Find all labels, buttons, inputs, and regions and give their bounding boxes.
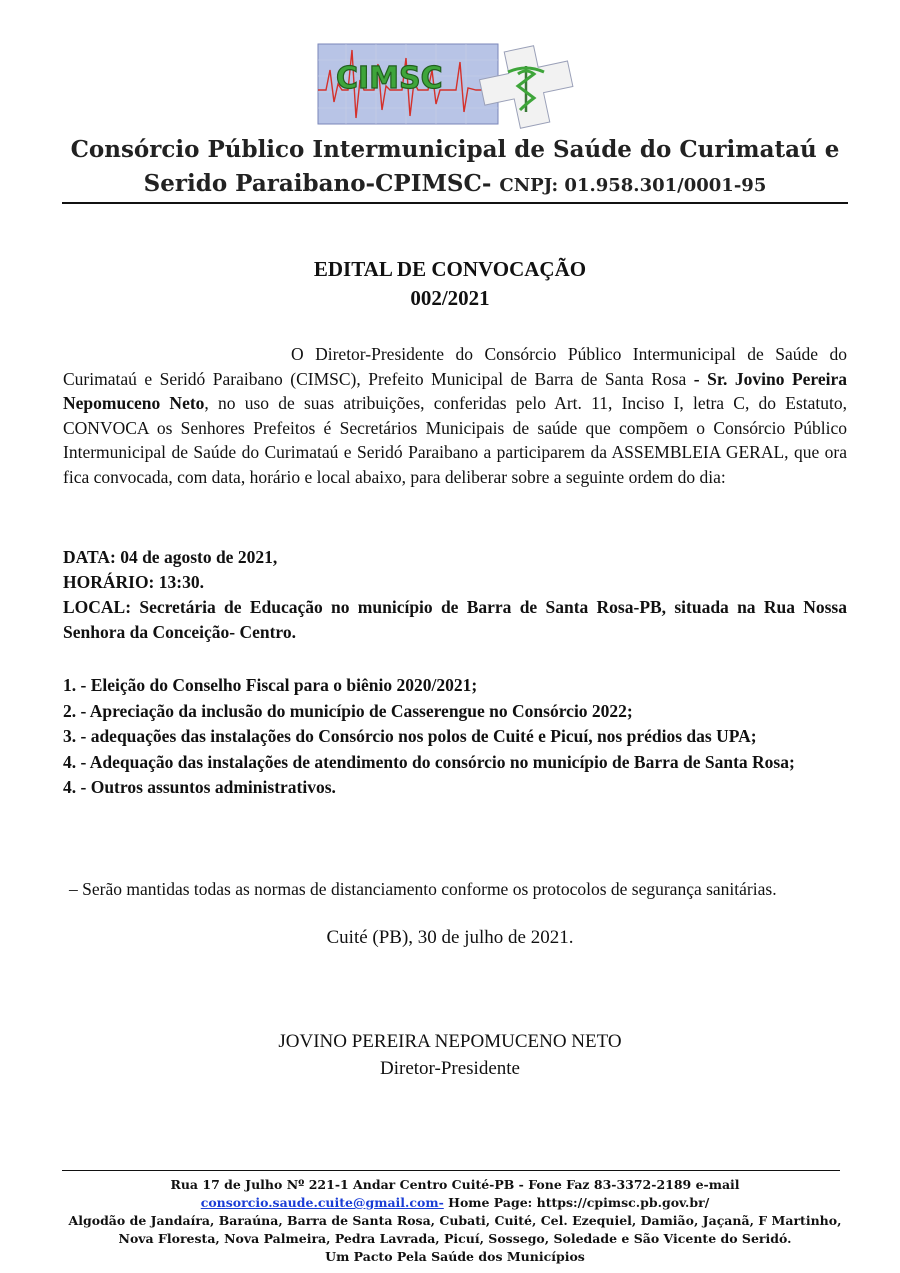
footer-contact [40,1194,870,1212]
logo-text: CIMSC [336,61,443,96]
org-name-line2 [60,170,850,197]
document-title: EDITAL DE CONVOCAÇÃO [313,257,587,281]
homepage-text: Home Page: https://cpimsc.pb.gov.br/ [443,1195,710,1210]
intro-text-2: , no uso de suas atribuições, conferidas pelo Art. 11, Inciso I, letra C, do Estatuto, CONVOCA os Senhores Prefeitos é Secretários Municipais de saúde que compõem o Consórcio Público Intermunicipal de Saúde do Curimataú e Seridó Paraibano a participarem da ASSEMBLEIA GERAL, que ora fica convocada, com data, horário e local abaixo, para deliberar sobre a seguinte ordem do dia: [63,393,847,487]
agenda-item: 1. - Eleição do Conselho Fiscal para o biênio 2020/2021; [63,675,478,695]
safety-note: – Serão mantidas todas as normas de distanciamento conforme os protocolos de segurança sanitárias. [69,879,777,899]
intro-paragraph [63,342,847,489]
agenda-item: 3. - adequações das instalações do Consórcio nos polos de Cuité e Picuí, nos prédios das UPA; [63,726,757,746]
agenda-item: 4. - Outros assuntos administrativos. [63,777,336,797]
footer-slogan: Um Pacto Pela Saúde dos Municípios [325,1249,585,1264]
email-link[interactable]: consorcio.saude.cuite@gmail.com- [200,1195,444,1210]
agenda-item: 4. - Adequação das instalações de atendimento do consórcio no município de Barra de Santa Rosa; [63,751,795,772]
agenda-item: 2. - Apreciação da inclusão do município de Casserengue no Consórcio 2022; [63,700,633,721]
signatory-name: JOVINO PEREIRA NEPOMUCENO NETO [278,1031,622,1052]
document-number: 002/2021 [410,286,490,310]
footer-divider [62,1170,840,1171]
footer-address: Rua 17 de Julho Nº 221-1 Andar Centro Cuité-PB - Fone Faz 83-3372-2189 e-mail [170,1177,740,1192]
cimsc-logo [316,40,578,136]
cnpj: CNPJ: 01.958.301/0001-95 [499,175,767,196]
org-name-line1: Consórcio Público Intermunicipal de Saúde do Curimataú e [70,136,840,163]
place-and-date: Cuité (PB), 30 de julho de 2021. [326,927,574,948]
org-acronym: Serido Paraibano-CPIMSC- [143,170,492,197]
president-name: - Sr. Jovino Pereira Nepomuceno Neto [63,368,847,413]
footer-cities-1: Algodão de Jandaíra, Baraúna, Barra de Santa Rosa, Cubati, Cuité, Cel. Ezequiel, Damião, Jaçanã, F Martinho, [68,1213,842,1228]
meeting-location: LOCAL: Secretária de Educação no município de Barra de Santa Rosa-PB, situada na Rua Nossa Senhora da Conceição- Centro. [63,597,847,642]
header-divider [62,202,848,204]
intro-text-1: O Diretor-Presidente do Consórcio Público Intermunicipal de Saúde do Curimataú e Seridó Paraibano (CIMSC), Prefeito Municipal de Barra de Santa Rosa [63,344,847,389]
agenda-list [63,673,847,801]
signatory-role: Diretor-Presidente [380,1058,520,1079]
meeting-date: DATA: 04 de agosto de 2021, [63,547,278,567]
footer-cities-2: Nova Floresta, Nova Palmeira, Pedra Lavrada, Picuí, Sossego, Soledade e São Vicente do Seridó. [118,1231,792,1246]
meeting-time: HORÁRIO: 13:30. [63,572,204,592]
